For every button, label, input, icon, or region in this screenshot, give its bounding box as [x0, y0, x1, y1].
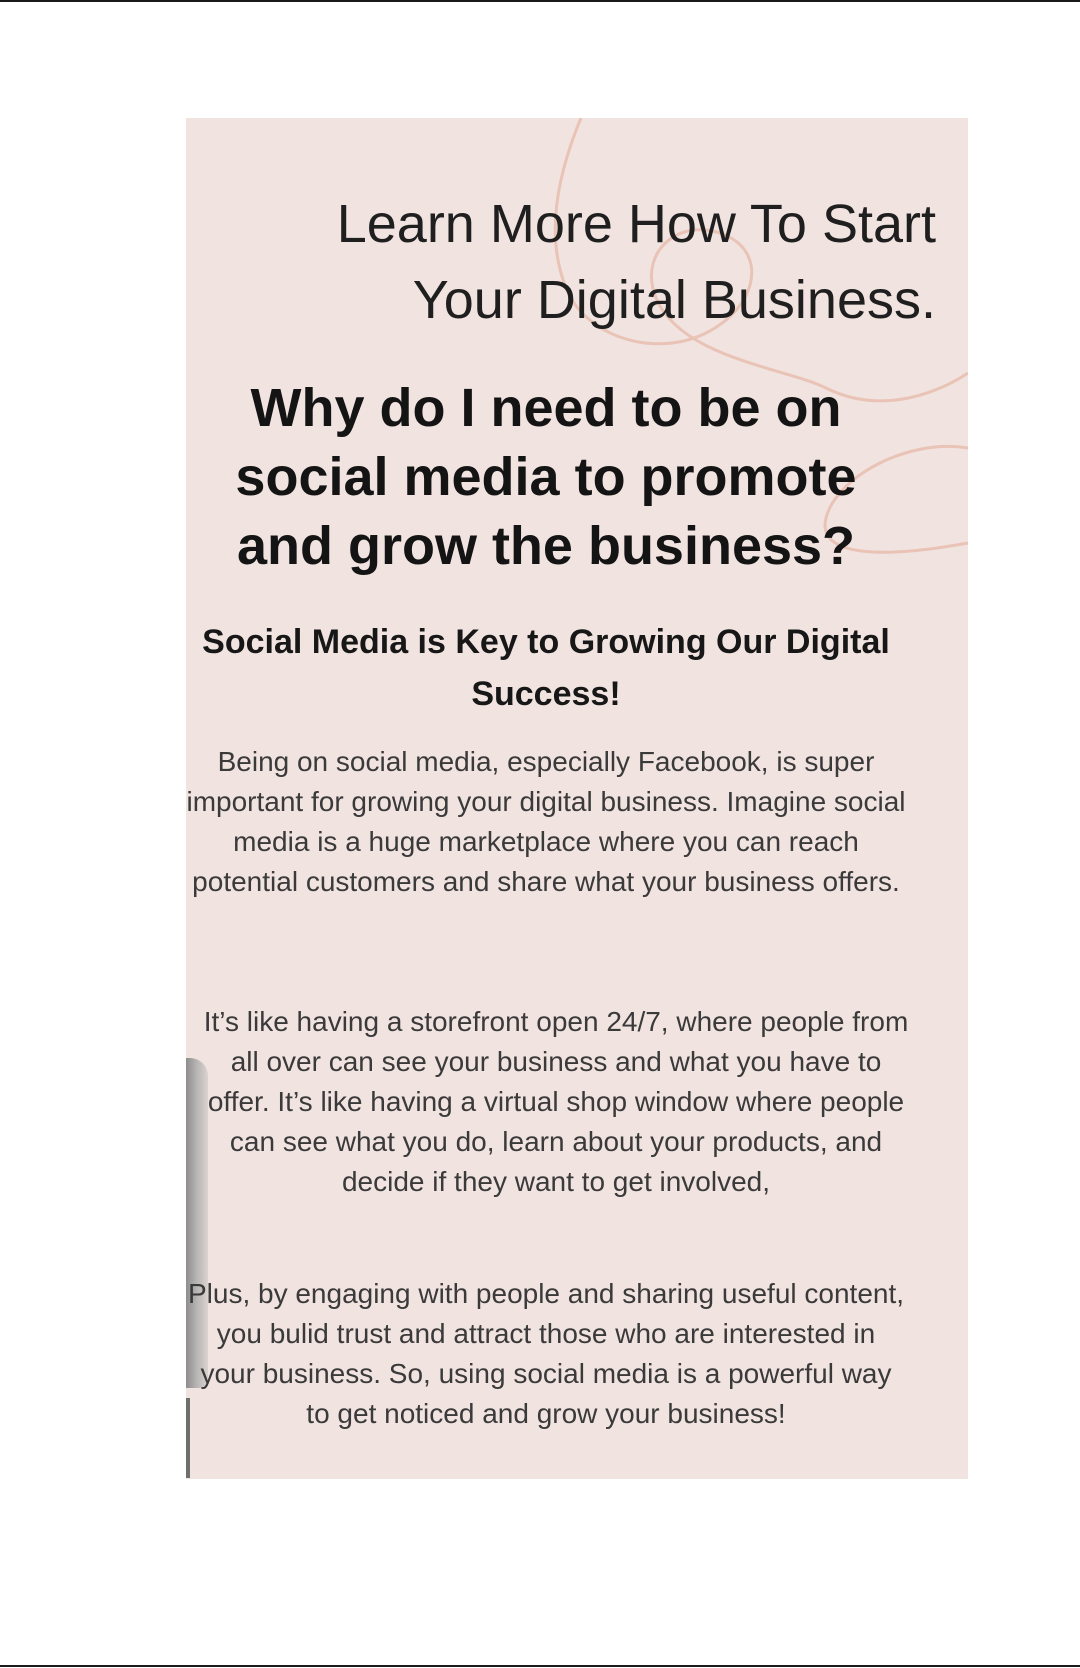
title-line-2: Your Digital Business.: [412, 270, 936, 330]
question-heading: Why do I need to be on social media to promote and grow the business?: [235, 378, 857, 576]
title-line-1: Learn More How To Start: [336, 194, 936, 254]
paragraph-1: Being on social media, especially Facebook, is super important for growing your digital business. Imagine social media is a huge marketplace where you can reach potential customers and share what your business offers.: [186, 746, 906, 897]
subheading: Social Media is Key to Growing Our Digital Success!: [202, 623, 890, 713]
paragraph-2: It’s like having a storefront open 24/7, where people from all over can see your business and what you have to offer. It’s like having a virtual shop window where people can see what you do, learn about your products, and decide if they want to get involved,: [203, 1006, 909, 1197]
top-border: [0, 0, 1080, 2]
info-card: [186, 118, 968, 1479]
bottom-border: [0, 1665, 1080, 1667]
paragraph-3: Plus, by engaging with people and sharing useful content, you bulid trust and attract those who are interested in your business. So, using social media is a powerful way to get noticed and grow your business!: [187, 1278, 905, 1429]
